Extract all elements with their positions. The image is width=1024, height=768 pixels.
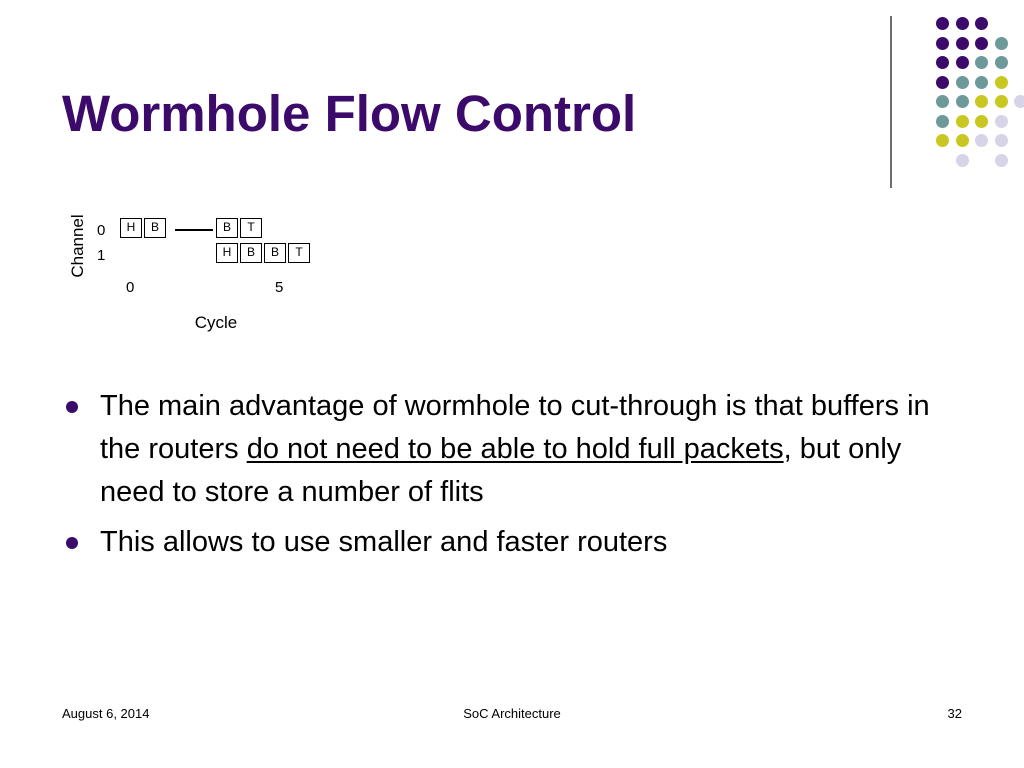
decorative-dot bbox=[956, 134, 969, 147]
bullet-marker bbox=[66, 537, 78, 549]
slide-title: Wormhole Flow Control bbox=[62, 85, 637, 142]
decorative-dot bbox=[975, 95, 988, 108]
cycle-label-5: 5 bbox=[275, 279, 284, 296]
bullet-marker bbox=[66, 401, 78, 413]
decorative-dot bbox=[995, 37, 1008, 50]
decorative-dot bbox=[975, 37, 988, 50]
decorative-dot bbox=[936, 17, 949, 30]
decorative-dot bbox=[975, 17, 988, 30]
bullet-text: This allows to use smaller and faster routers bbox=[100, 526, 668, 558]
bullet-item bbox=[62, 521, 972, 564]
cycle-label-0: 0 bbox=[126, 279, 135, 296]
channel-label-0: 0 bbox=[97, 222, 106, 239]
footer-title: SoC Architecture bbox=[463, 706, 561, 721]
decorative-dot bbox=[936, 76, 949, 89]
flit-ch1-body: B bbox=[240, 243, 262, 263]
stall-connector-line bbox=[175, 229, 213, 231]
footer-date: August 6, 2014 bbox=[62, 706, 150, 721]
cycle-axis-label: Cycle bbox=[194, 313, 238, 332]
flit-ch0-tail: T bbox=[240, 218, 262, 238]
underlined-emphasis: do not need to be able to hold full packets bbox=[246, 433, 784, 465]
decorative-dot bbox=[975, 76, 988, 89]
channel-label-1: 1 bbox=[97, 247, 106, 264]
decorative-dot bbox=[936, 95, 949, 108]
decorative-dot bbox=[956, 17, 969, 30]
decorative-dot bbox=[956, 115, 969, 128]
decorative-dot bbox=[1014, 95, 1024, 108]
flit-ch0-body: B bbox=[144, 218, 166, 238]
decorative-dot bbox=[975, 56, 988, 69]
decorative-dot bbox=[936, 134, 949, 147]
bullet-list bbox=[62, 385, 972, 571]
bullet-text: The main advantage of wormhole to cut-through is that buffers in the routers bbox=[100, 390, 930, 465]
flit-ch1-body: B bbox=[264, 243, 286, 263]
decorative-dot bbox=[956, 37, 969, 50]
decorative-dot bbox=[995, 115, 1008, 128]
decorative-dot bbox=[936, 56, 949, 69]
decorative-dot bbox=[995, 95, 1008, 108]
decorative-dot bbox=[956, 95, 969, 108]
decorative-dot bbox=[956, 76, 969, 89]
bullet-text-continued: , but only need to store a number of flits bbox=[100, 433, 902, 508]
divider-line bbox=[890, 16, 892, 188]
bullet-item bbox=[62, 385, 972, 514]
flit-ch1-tail: T bbox=[288, 243, 310, 263]
flit-ch1-head: H bbox=[216, 243, 238, 263]
flit-ch0-head: H bbox=[120, 218, 142, 238]
wormhole-diagram bbox=[60, 200, 360, 330]
decorative-dot bbox=[956, 56, 969, 69]
decorative-dot bbox=[995, 76, 1008, 89]
flit-ch0-body: B bbox=[216, 218, 238, 238]
decorative-dot bbox=[975, 134, 988, 147]
slide-number: 32 bbox=[947, 706, 962, 721]
channel-axis-label: Channel bbox=[68, 214, 87, 278]
decorative-dot bbox=[975, 115, 988, 128]
decorative-dot bbox=[956, 154, 969, 167]
decorative-dot bbox=[995, 56, 1008, 69]
decorative-dot bbox=[995, 154, 1008, 167]
decorative-dot bbox=[936, 115, 949, 128]
decorative-dot bbox=[995, 134, 1008, 147]
decorative-dot bbox=[936, 37, 949, 50]
